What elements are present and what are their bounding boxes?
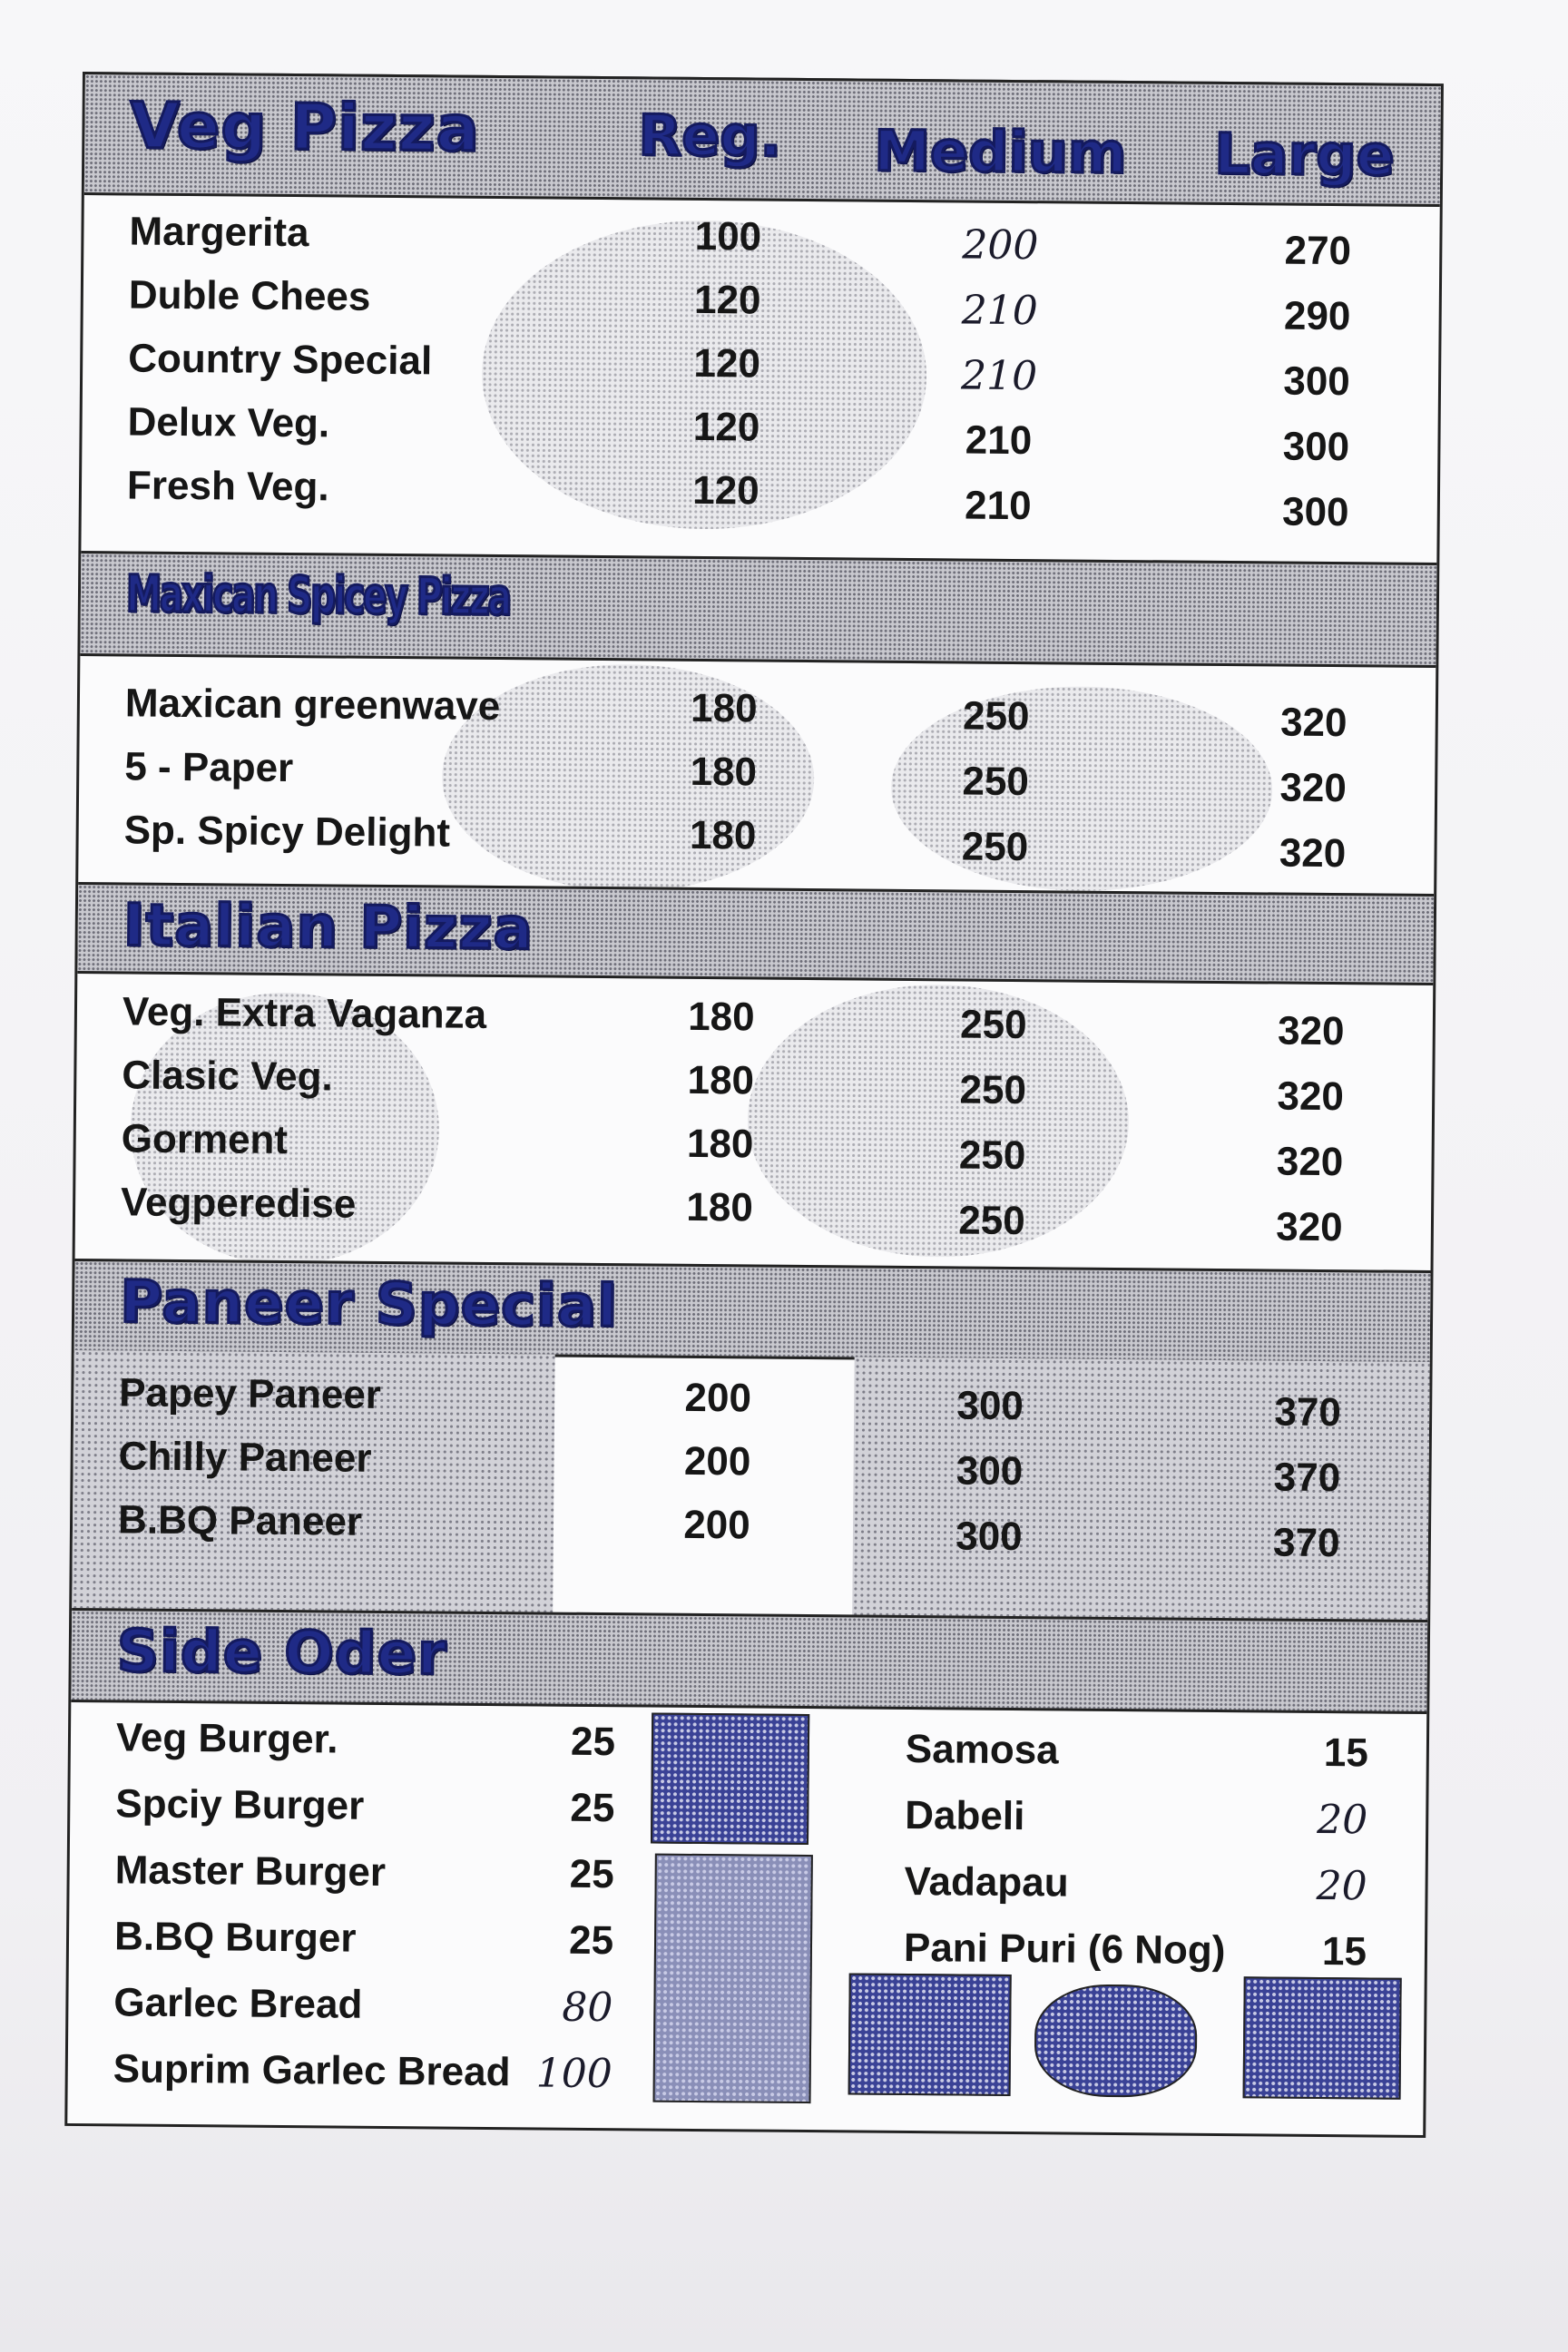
- item-name: Suprim Garlec Bread: [113, 2046, 511, 2095]
- price-regular: 100: [694, 213, 762, 260]
- item-name: Spciy Burger: [115, 1781, 365, 1828]
- section-paneer-special: [75, 1259, 1431, 1566]
- price-medium: 300: [956, 1514, 1023, 1560]
- item-name: Vegperedise: [120, 1180, 357, 1227]
- price-regular: 200: [683, 1438, 751, 1485]
- section-italian-pizza: [78, 882, 1434, 1250]
- price-large: 320: [1276, 1204, 1343, 1250]
- item-price: 15: [1321, 1929, 1367, 1975]
- price-large: 320: [1277, 1008, 1345, 1054]
- price-regular: 180: [690, 685, 758, 731]
- column-medium: Medium: [873, 117, 1127, 187]
- section-header: [80, 551, 1436, 668]
- item-name: Fresh Veg.: [126, 463, 329, 510]
- item-price: 20: [1316, 1862, 1367, 1910]
- price-large: 300: [1281, 489, 1349, 535]
- price-medium: 250: [962, 759, 1030, 805]
- price-medium: 200: [962, 221, 1039, 270]
- section-title: Side Oder: [116, 1618, 447, 1689]
- section-title: Paneer Special: [119, 1269, 619, 1341]
- menu-card: [64, 72, 1444, 2138]
- item-name: Chilly Paneer: [118, 1434, 372, 1481]
- menu-item-row: [74, 1363, 1430, 1438]
- item-name: Country Special: [128, 336, 433, 384]
- item-name: Sp. Spicy Delight: [123, 808, 451, 856]
- price-large: 320: [1277, 1073, 1345, 1120]
- item-price: 25: [570, 1719, 616, 1765]
- price-regular: 180: [688, 994, 755, 1040]
- price-medium: 300: [956, 1448, 1024, 1494]
- item-price: 20: [1317, 1796, 1368, 1844]
- section-header: [84, 72, 1441, 207]
- price-regular: 180: [690, 749, 758, 795]
- price-medium: 250: [958, 1132, 1026, 1179]
- item-name: Gorment: [121, 1116, 289, 1163]
- side-item-row: [906, 1720, 1415, 1788]
- column-large: Large: [1213, 120, 1395, 189]
- price-regular: 200: [684, 1375, 752, 1421]
- price-medium: 210: [961, 287, 1038, 335]
- menu-item-row: [73, 1490, 1429, 1565]
- item-name: Master Burger: [114, 1847, 387, 1895]
- item-price: 25: [570, 1785, 615, 1831]
- column-reg: Reg.: [638, 102, 782, 170]
- price-large: 370: [1274, 1389, 1342, 1436]
- price-regular: 180: [686, 1184, 754, 1230]
- menu-item-row: [78, 800, 1435, 876]
- price-medium: 210: [964, 483, 1032, 529]
- item-price: 25: [569, 1851, 614, 1897]
- menu-item-row: [73, 1426, 1429, 1502]
- price-large: 320: [1279, 765, 1348, 811]
- price-large: 370: [1272, 1520, 1340, 1566]
- item-name: Veg Burger.: [115, 1715, 338, 1762]
- menu-item-row: [83, 328, 1439, 404]
- menu-item-row: [83, 265, 1440, 340]
- menu-item-row: [80, 673, 1436, 749]
- price-regular: 120: [693, 340, 761, 387]
- item-name: Veg. Extra Vaganza: [122, 989, 487, 1037]
- item-price: 100: [535, 2050, 612, 2098]
- side-item-row: [67, 2039, 1424, 2114]
- section-title: Veg Pizza: [130, 88, 481, 166]
- item-name: B.BQ Burger: [113, 1914, 357, 1961]
- section-title: Maxican Spicey Pizza: [125, 564, 510, 628]
- menu-item-row: [77, 982, 1434, 1057]
- price-large: 300: [1283, 358, 1350, 405]
- section-header: [77, 882, 1434, 985]
- price-medium: 250: [959, 1002, 1027, 1048]
- price-medium: 250: [961, 824, 1029, 870]
- side-item-row: [905, 1786, 1414, 1854]
- item-name: 5 - Paper: [124, 744, 294, 791]
- side-item-row: [904, 1918, 1413, 1986]
- price-large: 370: [1273, 1455, 1341, 1501]
- section-header: [74, 1259, 1431, 1365]
- price-medium: 300: [956, 1383, 1024, 1429]
- item-name: Pani Puri (6 Nog): [903, 1925, 1226, 1974]
- price-large: 300: [1282, 424, 1350, 470]
- price-large: 320: [1279, 830, 1347, 877]
- item-name: B.BQ Paneer: [117, 1497, 363, 1544]
- price-large: 320: [1279, 700, 1348, 746]
- item-name: Garlec Bread: [113, 1980, 363, 2027]
- item-name: Duble Chees: [128, 272, 371, 319]
- item-list: [80, 673, 1436, 877]
- price-medium: 250: [958, 1198, 1025, 1244]
- item-name: Vadapau: [904, 1858, 1069, 1906]
- price-large: 290: [1283, 293, 1351, 339]
- price-regular: 180: [686, 1121, 754, 1167]
- menu-item-row: [75, 1172, 1432, 1248]
- side-item-row: [904, 1852, 1413, 1920]
- item-name: Papey Paneer: [119, 1370, 382, 1417]
- item-name: Margerita: [129, 209, 309, 256]
- item-price: 80: [562, 1984, 613, 2032]
- price-medium: 210: [965, 417, 1033, 464]
- price-large: 270: [1284, 228, 1352, 274]
- section-title: Italian Pizza: [122, 892, 534, 964]
- section-header: [71, 1608, 1427, 1714]
- price-regular: 120: [693, 277, 761, 323]
- price-large: 320: [1276, 1139, 1344, 1185]
- menu-item-row: [79, 737, 1436, 812]
- menu-item-row: [83, 201, 1440, 277]
- price-regular: 180: [689, 812, 757, 858]
- item-name: Clasic Veg.: [122, 1053, 333, 1100]
- price-regular: 200: [683, 1502, 750, 1548]
- price-regular: 120: [692, 467, 760, 514]
- item-name: Samosa: [905, 1726, 1059, 1773]
- menu-item-row: [76, 1045, 1433, 1121]
- section-maxican-spicey-pizza: [81, 551, 1436, 877]
- item-name: Dabeli: [905, 1792, 1025, 1839]
- item-price: 15: [1323, 1730, 1369, 1776]
- item-name: Delux Veg.: [127, 399, 330, 446]
- price-regular: 120: [692, 404, 760, 450]
- menu-item-row: [75, 1109, 1432, 1184]
- price-regular: 180: [687, 1057, 755, 1103]
- price-medium: 250: [962, 693, 1030, 740]
- item-name: Maxican greenwave: [124, 681, 501, 730]
- menu-item-row: [82, 392, 1438, 470]
- item-price: 25: [568, 1917, 614, 1964]
- price-medium: 250: [959, 1067, 1027, 1113]
- menu-item-row: [82, 456, 1438, 535]
- price-medium: 210: [960, 352, 1038, 400]
